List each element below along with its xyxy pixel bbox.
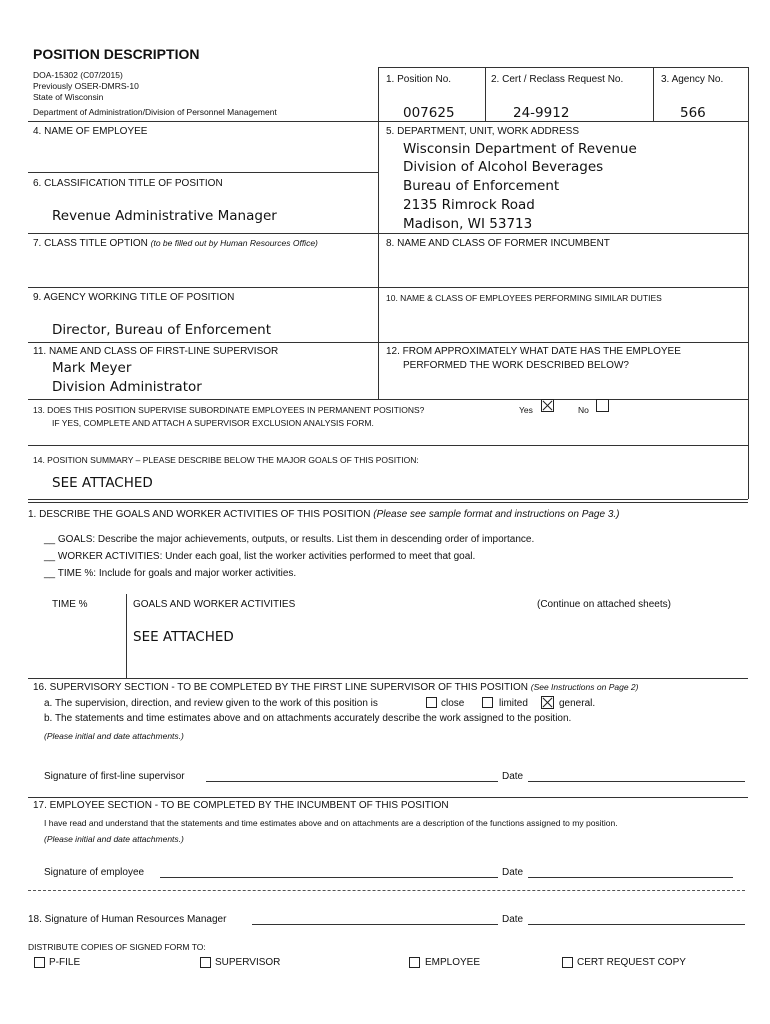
pfile-label: P-FILE (49, 957, 81, 968)
supervisory-section-note: (See Instructions on Page 2) (530, 682, 639, 692)
working-title-label: 9. AGENCY WORKING TITLE OF POSITION (33, 292, 235, 303)
class-option-note: (to be filled out by Human Resources Office) (150, 238, 318, 248)
hr-date-line[interactable] (528, 914, 745, 925)
supervisor-signature-line[interactable] (206, 771, 498, 782)
supervisor-date-line[interactable] (528, 771, 745, 782)
supervision-level-text: a. The supervision, direction, and review given to the work of this position is (44, 698, 378, 709)
form-previous: Previously OSER-DMRS-10 (33, 81, 139, 91)
employee-section-label: 17. EMPLOYEE SECTION - TO BE COMPLETED BY THE INCUMBENT OF THIS POSITION (33, 800, 449, 811)
class-option-text: 7. CLASS TITLE OPTION (33, 238, 148, 249)
supervisor-signature-label: Signature of first-line supervisor (44, 771, 185, 782)
rule-row-13 (28, 399, 748, 400)
similar-duties-label: 10. NAME & CLASS OF EMPLOYEES PERFORMING SIMILAR DUTIES (386, 293, 662, 303)
former-incumbent-label: 8. NAME AND CLASS OF FORMER INCUMBENT (386, 238, 610, 249)
col-goals-header: GOALS AND WORKER ACTIVITIES (133, 599, 296, 610)
agency-no-value[interactable]: 566 (680, 105, 706, 121)
goals-section-note: (Please see sample format and instructions on Page 3.) (373, 509, 620, 520)
department-line-4[interactable]: 2135 Rimrock Road (403, 197, 535, 213)
goals-bullet: __ GOALS: Describe the major achievements, outputs, or results. List them in descending order of importance. (44, 534, 535, 545)
supervisor-name[interactable]: Mark Meyer (52, 360, 132, 376)
work-date-label-1: 12. FROM APPROXIMATELY WHAT DATE HAS THE EMPLOYEE (386, 346, 681, 357)
supervision-general-checkbox[interactable] (541, 696, 554, 709)
divider-time-col (126, 594, 127, 678)
border-right (748, 67, 749, 499)
supervision-close-checkbox[interactable] (426, 697, 437, 708)
activities-bullet-text: WORKER ACTIVITIES: Under each goal, list the worker activities performed to meet that goal. (57, 551, 476, 562)
rule-row-14 (28, 445, 748, 446)
supervise-yes-label: Yes (519, 405, 533, 415)
rule-row-9 (28, 287, 748, 288)
department-label: 5. DEPARTMENT, UNIT, WORK ADDRESS (386, 126, 579, 137)
supervision-general-label: general. (559, 698, 596, 709)
employee-initial-note (44, 834, 184, 844)
department-line-1[interactable]: Wisconsin Department of Revenue (403, 141, 637, 157)
form-id: DOA-15302 (C07/2015) (33, 70, 123, 80)
supervise-instruction: IF YES, COMPLETE AND ATTACH A SUPERVISOR EXCLUSION ANALYSIS FORM. (52, 418, 374, 428)
employee-name-label: 4. NAME OF EMPLOYEE (33, 126, 148, 137)
employee-copy-label: EMPLOYEE (425, 957, 481, 968)
department-line-3[interactable]: Bureau of Enforcement (403, 178, 560, 194)
rule-section-17 (28, 797, 748, 798)
supervise-question: 13. DOES THIS POSITION SUPERVISE SUBORDINATE EMPLOYEES IN PERMANENT POSITIONS? (33, 405, 425, 415)
hr-date-label: Date (502, 914, 524, 925)
supervisor-class[interactable]: Division Administrator (52, 379, 202, 395)
department-line-2[interactable]: Division of Alcohol Beverages (403, 159, 604, 175)
employee-statement: I have read and understand that the statements and time estimates above and on attachments are a description of the functions assigned to my position. (44, 818, 618, 828)
goals-bullet-text: GOALS: Describe the major achievements, outputs, or results. List them in descending order of importance. (57, 534, 535, 545)
pfile-checkbox[interactable] (34, 957, 45, 968)
hr-signature-label: 18. Signature of Human Resources Manager (28, 914, 227, 925)
supervise-no-label: No (578, 405, 589, 415)
supervisor-label: 11. NAME AND CLASS OF FIRST-LINE SUPERVISOR (33, 346, 279, 357)
agency-no-label: 3. Agency No. (661, 74, 724, 85)
supervise-no-checkbox[interactable] (596, 399, 609, 412)
rule-row-11 (28, 342, 748, 343)
class-option-label (33, 238, 318, 250)
activities-bullet: __ WORKER ACTIVITIES: Under each goal, list the worker activities performed to meet that goal. (44, 551, 476, 562)
supervisor-initial-note (44, 731, 184, 741)
employee-signature-line[interactable] (160, 867, 498, 878)
rule-top-right (378, 67, 748, 68)
rule-section-16 (28, 678, 748, 679)
supervisor-copy-checkbox[interactable] (200, 957, 211, 968)
supervision-close-label: close (441, 698, 465, 709)
rule-f6 (28, 172, 378, 173)
supervision-limited-checkbox[interactable] (482, 697, 493, 708)
supervisor-copy-label: SUPERVISOR (215, 957, 281, 968)
cert-request-value[interactable]: 24-9912 (513, 105, 570, 121)
goals-section-label (28, 509, 620, 521)
supervise-yes-checkbox[interactable] (541, 399, 554, 412)
rule-double-1 (28, 499, 748, 500)
supervision-limited-label: limited (499, 698, 528, 709)
divider-f1-f2 (485, 67, 486, 121)
col-time-header: TIME % (52, 599, 88, 610)
department-line-5[interactable]: Madison, WI 53713 (403, 216, 533, 232)
distribute-label: DISTRIBUTE COPIES OF SIGNED FORM TO: (28, 942, 206, 952)
time-bullet: __ TIME %: Include for goals and major worker activities. (44, 568, 297, 579)
employee-signature-label: Signature of employee (44, 867, 145, 878)
supervisor-date-label: Date (502, 771, 524, 782)
working-title-value[interactable]: Director, Bureau of Enforcement (52, 322, 271, 338)
position-no-label: 1. Position No. (386, 74, 452, 85)
rule-header (28, 121, 748, 122)
col-continue-note: (Continue on attached sheets) (537, 599, 671, 610)
supervisory-section-text: 16. SUPERVISORY SECTION - TO BE COMPLETED BY THE FIRST LINE SUPERVISOR OF THIS POSITION (33, 682, 528, 693)
goals-section-text: 1. DESCRIBE THE GOALS AND WORKER ACTIVITIES OF THIS POSITION (28, 509, 371, 520)
divider-f2-f3 (653, 67, 654, 121)
page-title: POSITION DESCRIPTION (33, 46, 200, 62)
accuracy-statement: b. The statements and time estimates above and on attachments accurately describe the work assigned to the position. (44, 713, 572, 724)
supervisory-section-label (33, 682, 638, 694)
position-no-value[interactable]: 007625 (403, 105, 455, 121)
form-dept: Department of Administration/Division of Personnel Management (33, 107, 277, 117)
work-date-label-2: PERFORMED THE WORK DESCRIBED BELOW? (403, 360, 629, 371)
supervisor-initial-text: (Please initial and date attachments.) (44, 731, 184, 741)
rule-dashed (28, 890, 745, 891)
cert-copy-label: CERT REQUEST COPY (577, 957, 686, 968)
position-summary-value[interactable]: SEE ATTACHED (52, 475, 153, 491)
form-state: State of Wisconsin (33, 92, 104, 102)
time-bullet-text: TIME %: Include for goals and major worker activities. (57, 568, 297, 579)
rule-row-7 (28, 233, 748, 234)
goals-value[interactable]: SEE ATTACHED (133, 629, 234, 645)
employee-initial-text: (Please initial and date attachments.) (44, 834, 184, 844)
employee-copy-checkbox[interactable] (409, 957, 420, 968)
classification-value[interactable]: Revenue Administrative Manager (52, 208, 277, 224)
cert-request-label: 2. Cert / Reclass Request No. (491, 74, 624, 85)
rule-double-2 (28, 502, 748, 503)
employee-date-line[interactable] (528, 867, 733, 878)
cert-copy-checkbox[interactable] (562, 957, 573, 968)
classification-label: 6. CLASSIFICATION TITLE OF POSITION (33, 178, 223, 189)
hr-signature-line[interactable] (252, 914, 498, 925)
employee-date-label: Date (502, 867, 524, 878)
position-summary-label: 14. POSITION SUMMARY – PLEASE DESCRIBE BELOW THE MAJOR GOALS OF THIS POSITION: (33, 455, 419, 465)
